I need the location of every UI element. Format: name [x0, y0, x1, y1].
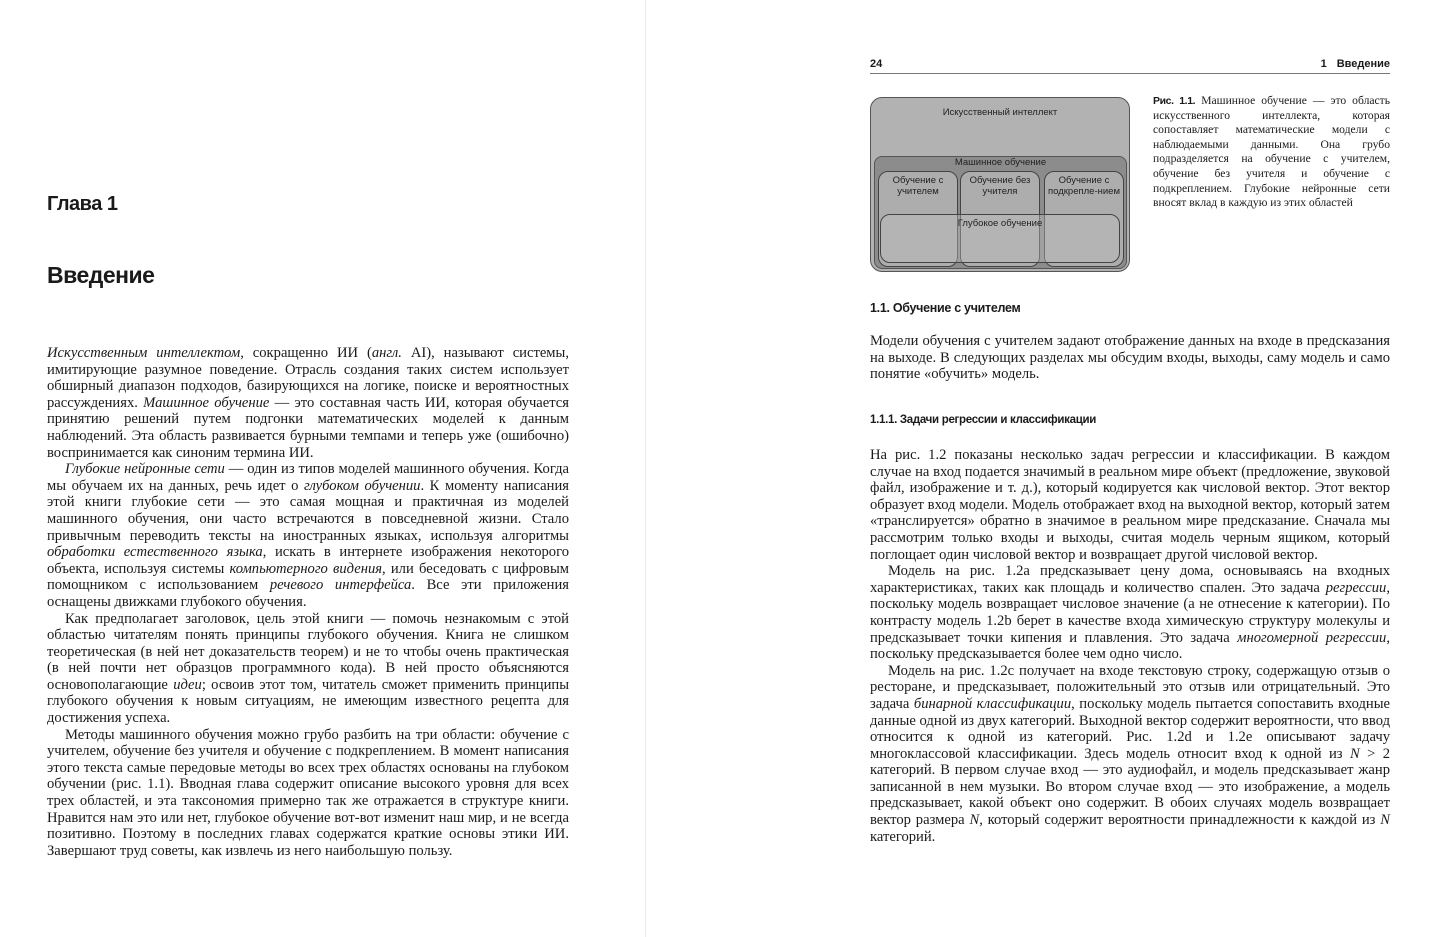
- emphasis-term: многомерной регрессии: [1237, 629, 1387, 646]
- deep-learning-label: Глубокое обучение: [957, 218, 1043, 229]
- text-run: , сокращенно ИИ (: [240, 345, 372, 361]
- emphasis-term: глубоком обучении: [303, 477, 421, 494]
- emphasis-term: N: [969, 812, 980, 829]
- paragraph: [870, 563, 1390, 663]
- supervised-label: Обучение с учителем: [892, 175, 944, 197]
- unsupervised-label: Обучение без учителя: [969, 175, 1031, 197]
- chapter-intro-text: [47, 345, 569, 859]
- paragraph: [47, 611, 569, 727]
- text-run: ; освоив этот том, читатель сможет применить принципы глубокого обучения к новым ситуациям, не имеющим известного рецепта для достижения успеха.: [47, 676, 570, 727]
- text-run: — это составная часть ИИ, которая обучается принятию решений путем подгонки математических моделей к данным наблюдений. Эта область развивается бурными темпами и теперь уже (ошибочно) воспринимается как синоним термина ИИ.: [47, 394, 569, 461]
- text-run: . Все эти приложения оснащены движками глубокого обучения.: [47, 577, 569, 610]
- header-chapter-number: 1: [1320, 58, 1327, 70]
- caption-text: Машинное обучение — это область искусственного интеллекта, которая сопоставляет математические модели с наблюдаемыми данными. Она грубо подразделяется на обучение с учителем, обучение без учителя и обучение с подкреплением. Глубокие нейронные сети вносят вклад в каждую из этих областей: [1153, 94, 1391, 210]
- emphasis-term: регрессии: [1325, 579, 1387, 596]
- emphasis-term: Машинное обучение: [143, 394, 270, 411]
- paragraph: [870, 333, 1390, 383]
- text-run: . К моменту написания этой книги глубокие сети — это самая мощная и практичная из моделей машинного обучения, они часто встречаются в повседневной жизни. Стало привычным переводить тексты на иностранных языках, используя алгоритмы: [47, 477, 569, 544]
- text-run: Методы машинного обучения можно грубо разбить на три области: обучение с учителем, обучение без учителя и обучение с подкреплением. В момент написания этого текста самые передовые методы во всех трех областях основаны на глубоком обучении (рис. 1.1). Вводная глава содержит описание высокого уровня для всех трех областей, и эта таксономия примерно так же отражается в структуре книги. Нравится нам это или нет, глубокое обучение вот-вот изменит наш мир, и не всегда позитивно. Поэтому в последних главах содержатся краткие основы этики ИИ. Завершают труд советы, как извлечь из него наибольшую пользу.: [47, 726, 569, 859]
- text-run: AI), называют системы, имитирующие разумное поведение. Отрасль создания таких систем использует обширный диапазон подходов, базирующихся на логике, поиске и вероятностных рассуждениях.: [47, 345, 569, 411]
- emphasis-term: N: [1349, 745, 1360, 762]
- emphasis-term: англ.: [371, 345, 402, 361]
- paragraph: [870, 663, 1390, 846]
- ai-label: Искусственный интеллект: [942, 107, 1058, 118]
- text-run: , или беседовать с цифровым помощником с использованием: [47, 560, 569, 594]
- emphasis-term: N: [1380, 812, 1390, 829]
- page-number: 24: [870, 58, 883, 70]
- header-chapter-title: Введение: [1336, 58, 1390, 70]
- caption-label: Рис. 1.1.: [1153, 95, 1196, 107]
- text-run: , поскольку предсказывается более чем одно число.: [870, 629, 1390, 663]
- emphasis-term: компьютерного видения: [229, 560, 383, 577]
- section-heading: 1.1. Обучение с учителем: [870, 301, 1021, 315]
- subsection-text: [870, 447, 1390, 845]
- emphasis-term: речевого интерфейса: [269, 577, 412, 594]
- text-run: , поскольку модель возвращает числовое значение (а не отнесение к категории). По контрасту модель 1.2b берет в качестве входа химическую структуру молекулы и предсказывает точки кипения и плавления. Это задача: [870, 579, 1390, 646]
- emphasis-term: бинарной классификации: [913, 695, 1072, 712]
- emphasis-term: идеи: [173, 676, 202, 693]
- emphasis-term: обработки естественного языка: [47, 544, 263, 561]
- chapter-number: Глава 1: [47, 193, 118, 215]
- text-run: , поскольку модель пытается сопоставить входные данные одной из двух категорий. Выходной вектор содержит вероятности, что ввод относится к одной из категорий. Рис. 1.2d и 1.2e описывают задачу многоклассовой классификации. Здесь модель относит вход к одной из: [870, 695, 1391, 762]
- paragraph: [870, 447, 1390, 563]
- ml-label: Машинное обучение: [954, 157, 1047, 168]
- paragraph: [47, 461, 569, 610]
- text-run: Модель на рис. 1.2a предсказывает цену дома, основываясь на входных характеристиках, таких как площадь и количество спален. Это задача: [870, 563, 1390, 596]
- paragraph: [47, 727, 569, 860]
- emphasis-term: Глубокие нейронные сети: [65, 461, 225, 478]
- chapter-title: Введение: [47, 262, 155, 288]
- text-run: — один из типов моделей машинного обучения. Когда мы обучаем их на данных, речь идет о: [47, 461, 569, 494]
- text-run: Модели обучения с учителем задают отображение данных на входе в предсказания на выходе. В следующих разделах мы обсудим входы, выходы, саму модель и само понятие «обучить» модель.: [870, 333, 1390, 383]
- text-run: Модель на рис. 1.2c получает на входе текстовую строку, содержащую отзыв о ресторане, и предсказывает, положительный это отзыв или отрицательный. Это задача: [870, 662, 1390, 712]
- running-header: [870, 57, 1390, 74]
- page-gutter: [645, 0, 646, 937]
- reinforcement-label: Обучение с подкрепле-нием: [1048, 175, 1120, 197]
- subsection-heading: 1.1.1. Задачи регрессии и классификации: [870, 414, 1097, 426]
- text-run: категорий.: [870, 828, 936, 845]
- emphasis-term: Искусственным интеллектом: [47, 345, 241, 361]
- text-run: Как предполагает заголовок, цель этой книги — помочь незнакомым с этой областью читателям понять принципы глубокого обучения. Книга не слишком теоретическая (в ней нет доказательств теорем) и не то чтобы очень практическая (в ней почти нет образцов программного кода). В ней просто объясняются основополагающие: [47, 610, 569, 693]
- text-run: , который содержит вероятности принадлежности к каждой из: [979, 812, 1381, 829]
- text-run: , искать в интернете изображения некоторого объекта, используя системы: [47, 544, 569, 577]
- figure-caption: [1153, 94, 1390, 211]
- deep-learning-box: [880, 214, 1120, 263]
- section-text: [870, 333, 1390, 383]
- paragraph: [47, 345, 569, 461]
- text-run: На рис. 1.2 показаны несколько задач регрессии и классификации. В каждом случае на вход подается значимый в реальном мире объект (предложение, звуковой файл, изображение и т. д.), который кодируется как числовой вектор. Этот вектор образует вход модели. Модель отображает вход на выходной вектор, который затем «транслируется» обратно в значимое в реальном мире предсказание. Сначала мы рассмотрим только входы и выходы, считая модель черным ящиком, который поглощает один числовой вектор и возвращает другой числовой вектор.: [870, 447, 1390, 563]
- text-run: > 2 категорий. В первом случае вход — это аудиофайл, и модель предсказывает жанр записанной в нем музыки. Во втором случае вход — это изображение, а модель предсказывает, какой объект оно содержит. В обоих случаях модель возвращает вектор размера: [870, 745, 1391, 829]
- figure-1-1-diagram: [870, 97, 1130, 272]
